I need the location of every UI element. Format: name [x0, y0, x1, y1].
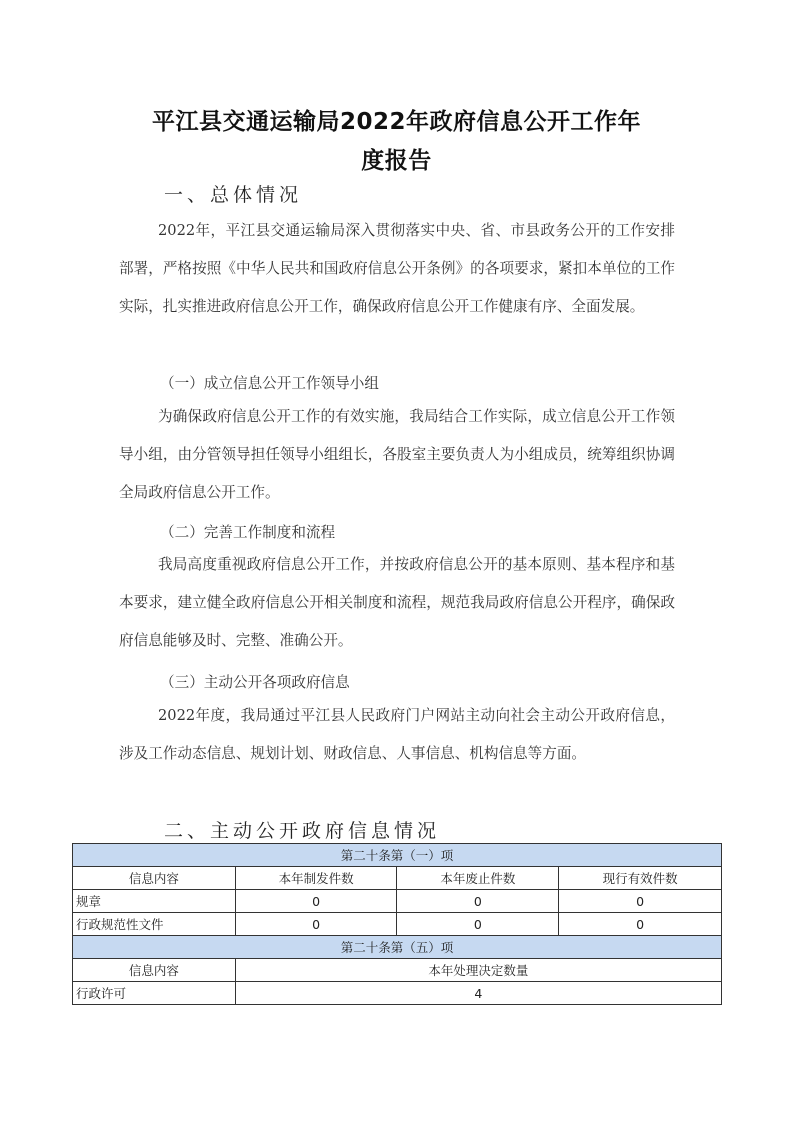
- header-cell: 现行有效件数: [559, 867, 722, 890]
- row-label: 规章: [73, 890, 236, 913]
- section1-heading: 一、总体情况: [164, 184, 303, 206]
- article20-1-title: 第二十条第（一）项: [73, 844, 722, 867]
- header-cell: 本年处理决定数量: [235, 959, 721, 982]
- table-section-row: [73, 844, 722, 867]
- disclosure-table: [72, 843, 722, 1005]
- subsection1-heading: （一）成立信息公开工作领导小组: [160, 375, 379, 392]
- subsection3-body: 2022年度，我局通过平江县人民政府门户网站主动向社会主动公开政府信息，涉及工作动态信息、规划计划、财政信息、人事信息、机构信息等方面。: [119, 707, 675, 762]
- subsection1-body: 为确保政府信息公开工作的有效实施，我局结合工作实际，成立信息公开工作领导小组，由分管领导担任领导小组组长，各股室主要负责人为小组成员，统筹组织协调全局政府信息公开工作。: [119, 408, 675, 501]
- cell-value: 0: [397, 890, 559, 913]
- cell-value: 0: [397, 913, 559, 936]
- table-row: [73, 913, 722, 936]
- table-header-row: [73, 959, 722, 982]
- table-row: [73, 890, 722, 913]
- row-label: 行政规范性文件: [73, 913, 236, 936]
- header-cell: 信息内容: [73, 867, 236, 890]
- table-section-row: [73, 936, 722, 959]
- subsection3-heading: （三）主动公开各项政府信息: [160, 674, 350, 691]
- section1-intro-paragraph: 2022年，平江县交通运输局深入贯彻落实中央、省、市县政务公开的工作安排部署，严格按照《中华人民共和国政府信息公开条例》的各项要求，紧扣本单位的工作实际，扎实推进政府信息公开工作，确保政府信息公开工作健康有序、全面发展。: [119, 222, 675, 315]
- table-row: [73, 982, 722, 1005]
- report-title-line2: 度报告: [361, 148, 432, 174]
- row-label: 行政许可: [73, 982, 236, 1005]
- report-title-line1: 平江县交通运输局2022年政府信息公开工作年: [151, 109, 641, 135]
- header-cell: 本年制发件数: [235, 867, 397, 890]
- header-cell: 信息内容: [73, 959, 236, 982]
- table-header-row: [73, 867, 722, 890]
- section2-heading: 二、主动公开政府信息情况: [164, 820, 441, 842]
- subsection2-heading: （二）完善工作制度和流程: [160, 524, 336, 541]
- subsection2-body: 我局高度重视政府信息公开工作，并按政府信息公开的基本原则、基本程序和基本要求，建立健全政府信息公开相关制度和流程，规范我局政府信息公开程序，确保政府信息能够及时、完整、准确公开。: [119, 556, 675, 649]
- cell-value: 4: [235, 982, 721, 1005]
- cell-value: 0: [559, 913, 722, 936]
- header-cell: 本年废止件数: [397, 867, 559, 890]
- cell-value: 0: [235, 890, 397, 913]
- cell-value: 0: [559, 890, 722, 913]
- cell-value: 0: [235, 913, 397, 936]
- article20-5-title: 第二十条第（五）项: [73, 936, 722, 959]
